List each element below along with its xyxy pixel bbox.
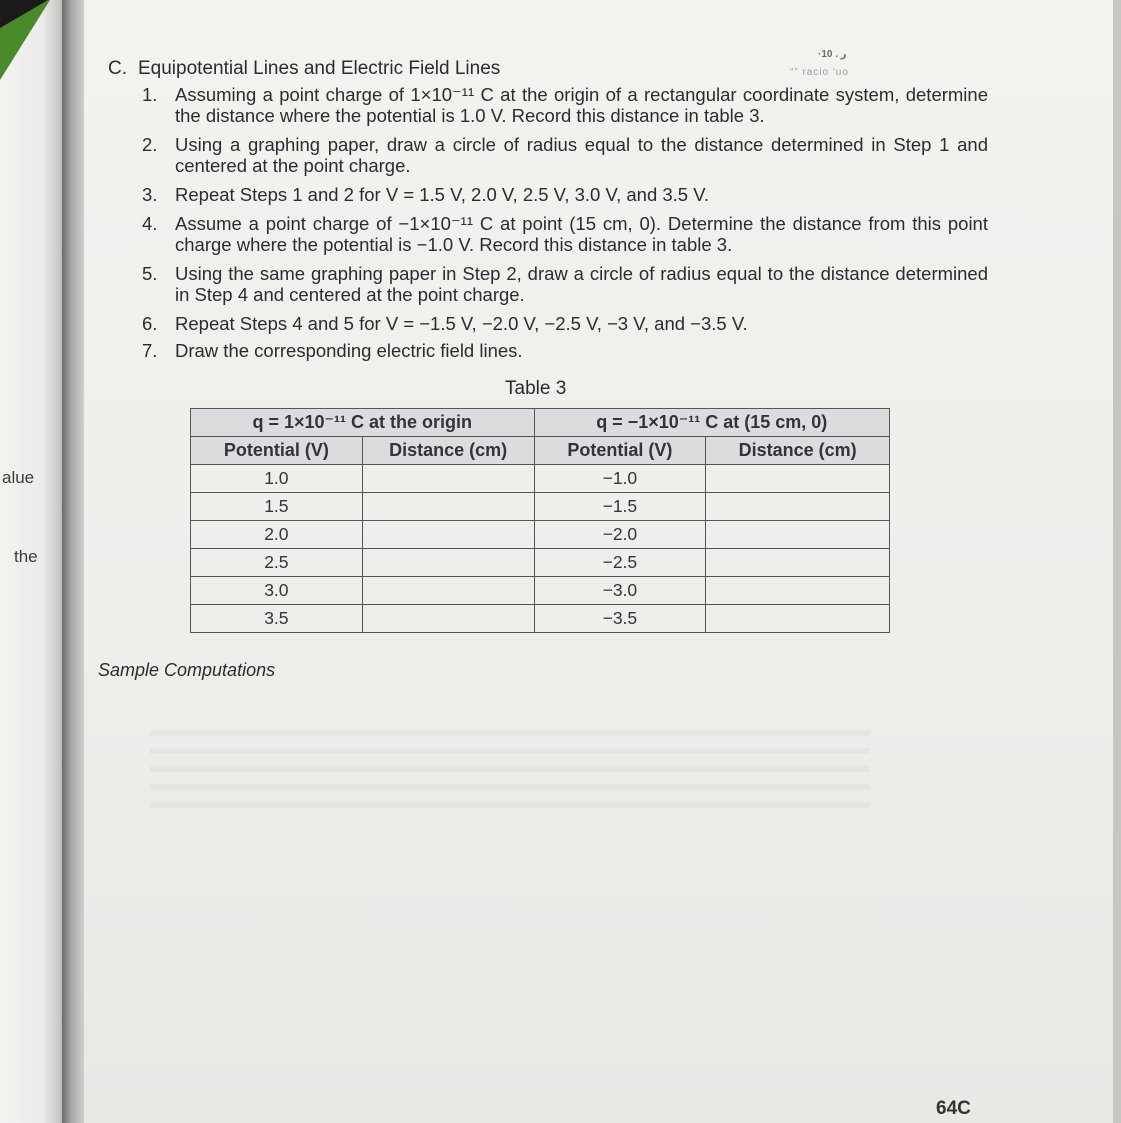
distance-cell[interactable] xyxy=(362,605,534,633)
potential-cell: 1.5 xyxy=(191,493,363,521)
table-row xyxy=(191,605,890,633)
column-header-potential: Potential (V) xyxy=(534,437,706,465)
column-header-distance: Distance (cm) xyxy=(362,437,534,465)
distance-cell[interactable] xyxy=(706,521,890,549)
step-text: Using the same graphing paper in Step 2, draw a circle of radius equal to the distance determined in Step 4 and centered at the point charge. xyxy=(175,263,988,305)
step-text: Assuming a point charge of 1×10⁻¹¹ C at the origin of a rectangular coordinate system, determine the distance where the potential is 1.0 V. Record this distance in table 3. xyxy=(175,84,988,126)
column-header-potential: Potential (V) xyxy=(191,437,363,465)
table-3 xyxy=(190,408,890,633)
step-item xyxy=(138,313,988,334)
step-text: Repeat Steps 1 and 2 for V = 1.5 V, 2.0 V, 2.5 V, 3.0 V, and 3.5 V. xyxy=(175,184,710,205)
group-header-positive-charge: q = 1×10⁻¹¹ C at the origin xyxy=(191,409,535,437)
section-title: Equipotential Lines and Electric Field Lines xyxy=(138,58,501,79)
potential-cell: −2.0 xyxy=(534,521,706,549)
table-row xyxy=(191,521,890,549)
step-item xyxy=(138,84,988,126)
potential-cell: 2.5 xyxy=(191,549,363,577)
distance-cell[interactable] xyxy=(706,577,890,605)
stamp-line-2: “” racio 'uo xyxy=(790,67,849,78)
faded-stamp xyxy=(790,48,900,84)
potential-cell: −1.0 xyxy=(534,465,706,493)
step-item xyxy=(138,263,988,305)
step-number: 2. xyxy=(142,134,158,155)
step-item xyxy=(138,184,988,205)
show-through-text xyxy=(150,730,870,810)
distance-cell[interactable] xyxy=(362,493,534,521)
distance-cell[interactable] xyxy=(706,493,890,521)
distance-cell[interactable] xyxy=(362,521,534,549)
distance-cell[interactable] xyxy=(362,549,534,577)
potential-cell: 3.0 xyxy=(191,577,363,605)
table-column-header-row xyxy=(191,437,890,465)
group-header-negative-charge: q = −1×10⁻¹¹ C at (15 cm, 0) xyxy=(534,409,890,437)
potential-cell: 2.0 xyxy=(191,521,363,549)
step-item xyxy=(138,213,988,255)
distance-cell[interactable] xyxy=(362,577,534,605)
step-number: 6. xyxy=(142,313,158,334)
step-item xyxy=(138,134,988,176)
distance-cell[interactable] xyxy=(362,465,534,493)
table-row xyxy=(191,577,890,605)
table-row xyxy=(191,493,890,521)
step-item xyxy=(138,340,988,361)
step-number: 1. xyxy=(142,84,158,105)
potential-cell: −3.5 xyxy=(534,605,706,633)
section-label: C. xyxy=(108,58,127,79)
margin-word-1: alue xyxy=(2,468,35,487)
distance-cell[interactable] xyxy=(706,605,890,633)
step-number: 4. xyxy=(142,213,158,234)
right-page-edge xyxy=(1113,0,1121,1123)
potential-cell: 3.5 xyxy=(191,605,363,633)
step-text: Repeat Steps 4 and 5 for V = −1.5 V, −2.0 V, −2.5 V, −3 V, and −3.5 V. xyxy=(175,313,748,334)
section-heading xyxy=(108,58,500,80)
potential-cell: −1.5 xyxy=(534,493,706,521)
margin-word-2: the xyxy=(14,547,38,566)
step-number: 3. xyxy=(142,184,158,205)
distance-cell[interactable] xyxy=(706,549,890,577)
book-spine xyxy=(62,0,86,1123)
sample-computations-heading: Sample Computations xyxy=(98,660,276,680)
black-corner xyxy=(0,0,48,28)
column-header-distance: Distance (cm) xyxy=(706,437,890,465)
step-text: Draw the corresponding electric field lines. xyxy=(175,340,523,361)
potential-cell: −2.5 xyxy=(534,549,706,577)
step-number: 5. xyxy=(142,263,158,284)
procedure-steps xyxy=(138,84,988,370)
step-text: Assume a point charge of −1×10⁻¹¹ C at point (15 cm, 0). Determine the distance from this point charge where the potential is −1.0 V. Record this distance in table 3. xyxy=(175,213,988,255)
table-caption: Table 3 xyxy=(505,378,567,399)
potential-cell: −3.0 xyxy=(534,577,706,605)
step-text: Using a graphing paper, draw a circle of radius equal to the distance determined in Step 1 and centered at the point charge. xyxy=(175,134,988,176)
potential-cell: 1.0 xyxy=(191,465,363,493)
page-number: 64C xyxy=(936,1098,971,1119)
distance-cell[interactable] xyxy=(706,465,890,493)
stamp-line-1: ·ر . 10 xyxy=(818,49,847,60)
table-row xyxy=(191,465,890,493)
table-group-header-row xyxy=(191,409,890,437)
step-number: 7. xyxy=(142,340,158,361)
table-row xyxy=(191,549,890,577)
